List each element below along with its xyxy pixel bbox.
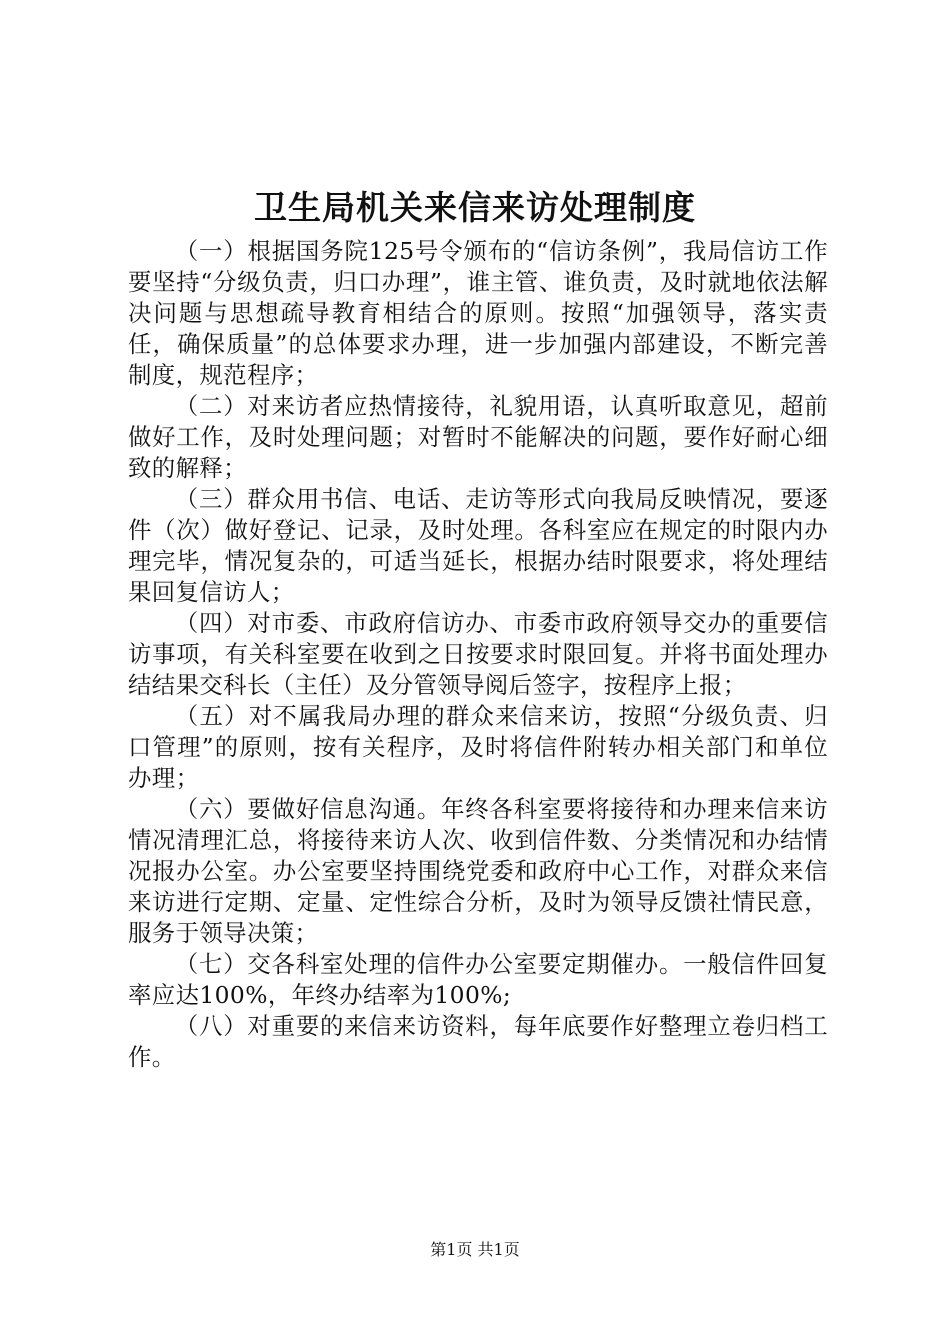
paragraph-1: （一）根据国务院125号令颁布的“信访条例”，我局信访工作要坚持“分级负责，归口办理”，谁主管、谁负责，及时就地依法解决问题与思想疏导教育相结合的原则。按照“加强领导，落实责任，确保质量”的总体要求办理，进一步加强内部建设，不断完善制度，规范程序；	[128, 237, 828, 389]
paragraph-4: （四）对市委、市政府信访办、市委市政府领导交办的重要信访事项，有关科室要在收到之日按要求时限回复。并将书面处理办结结果交科长（主任）及分管领导阅后签字，按程序上报；	[128, 609, 828, 699]
paragraph-2: （二）对来访者应热情接待，礼貌用语，认真听取意见，超前做好工作，及时处理问题；对暂时不能解决的问题，要作好耐心细致的解释；	[128, 392, 828, 482]
paragraph-6: （六）要做好信息沟通。年终各科室要将接待和办理来信来访情况清理汇总，将接待来访人次、收到信件数、分类情况和办结情况报办公室。办公室要坚持围绕党委和政府中心工作，对群众来信来访进行定期、定量、定性综合分析，及时为领导反馈社情民意，服务于领导决策；	[128, 795, 828, 947]
paragraph-7: （七）交各科室处理的信件办公室要定期催办。一般信件回复率应达100%，年终办结率为100%;	[128, 950, 828, 1009]
paragraph-3: （三）群众用书信、电话、走访等形式向我局反映情况，要逐件（次）做好登记、记录，及时处理。各科室应在规定的时限内办理完毕，情况复杂的，可适当延长，根据办结时限要求，将处理结果回复信访人；	[128, 485, 828, 606]
paragraph-8: （八）对重要的来信来访资料，每年底要作好整理立卷归档工作。	[128, 1012, 828, 1071]
document-body	[128, 236, 828, 1073]
paragraph-5: （五）对不属我局办理的群众来信来访，按照“分级负责、归口管理”的原则，按有关程序，及时将信件附转办相关部门和单位办理；	[128, 702, 828, 792]
document-title: 卫生局机关来信来访处理制度	[254, 188, 696, 227]
page-number-footer: 第1页 共1页	[430, 1240, 520, 1259]
